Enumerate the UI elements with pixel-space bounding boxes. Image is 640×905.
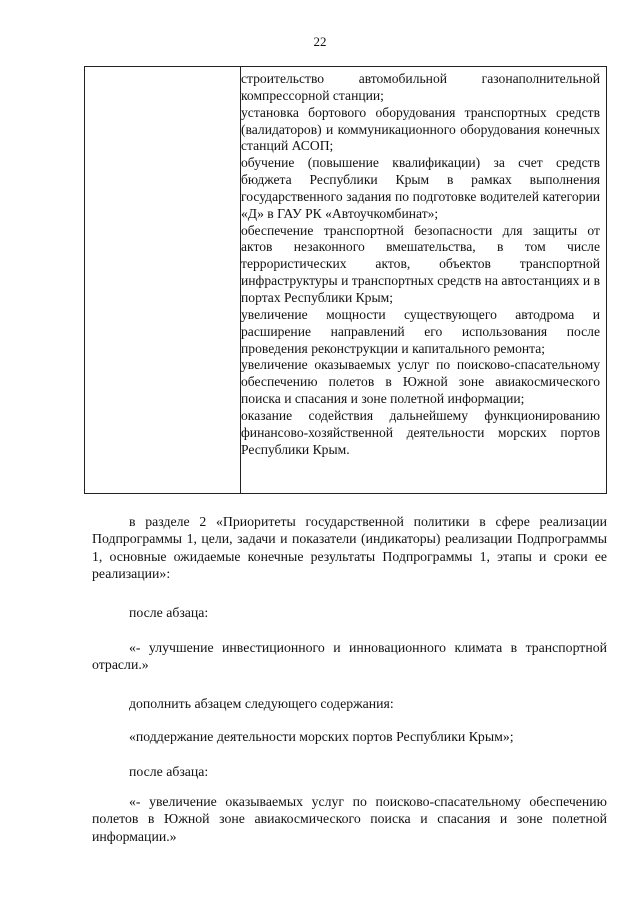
table-item: установка бортового оборудования транспортных средств (валидаторов) и коммуникационного оборудования конечных станций АСОП; (241, 104, 600, 154)
table-right-cell (241, 71, 600, 458)
quoted-paragraph-investment (92, 639, 607, 674)
paragraph-text: «- увеличение оказываемых услуг по поисково-спасательному обеспечению полетов в Южной зоне авиакосмического поиска и спасания и зоне полетной информации.» (92, 794, 607, 844)
after-paragraph-label-2 (92, 763, 607, 780)
quoted-paragraph-search-rescue (92, 793, 607, 845)
table-item: обеспечение транспортной безопасности для защиты от актов незаконного вмешательства, в том числе террористических актов, объектов транспортной инфраструктуры и транспортных средств на автостанциях и в портах Республики Крым; (241, 222, 600, 305)
paragraph-text: после абзаца: (129, 605, 209, 620)
after-paragraph-label (92, 604, 607, 621)
paragraph-text: дополнить абзацем следующего содержания: (129, 696, 394, 711)
table-item: увеличение оказываемых услуг по поисково-спасательному обеспечению полетов в Южной зоне авиакосмического поиска и спасания и зоне полетной информации; (241, 357, 600, 407)
table-item: обучение (повышение квалификации) за счет средств бюджета Республики Крым в рамках выполнения государственного задания по подготовке водителей категории «Д» в ГАУ РК «Автоучкомбинат»; (241, 155, 600, 221)
document-table (84, 66, 607, 494)
paragraph-text: «поддержание деятельности морских портов Республики Крым»; (129, 729, 514, 744)
paragraph-text: в разделе 2 «Приоритеты государственной политики в сфере реализации Подпрограммы 1, цели, задачи и показатели (индикаторы) реализации Подпрограммы 1, основные ожидаемые конечные результаты Подпрограммы 1, этапы и сроки ее реализации»: (92, 514, 607, 582)
table-item: строительство автомобильной газонаполнительной компрессорной станции; (241, 71, 600, 103)
paragraph-text: «- улучшение инвестиционного и инновационного климата в транспортной отрасли.» (92, 640, 607, 673)
table-left-cell (85, 67, 241, 493)
amendment-section-paragraph (92, 513, 607, 583)
page-number: 22 (313, 34, 327, 49)
quoted-paragraph-ports (92, 728, 607, 745)
supplement-instruction (92, 695, 607, 712)
paragraph-text: после абзаца: (129, 764, 209, 779)
table-item: увеличение мощности существующего автодрома и расширение направлений его использования после проведения реконструкции и капитального ремонта; (241, 306, 600, 356)
table-item: оказание содействия дальнейшему функционированию финансово-хозяйственной деятельности морских портов Республики Крым. (241, 407, 600, 457)
